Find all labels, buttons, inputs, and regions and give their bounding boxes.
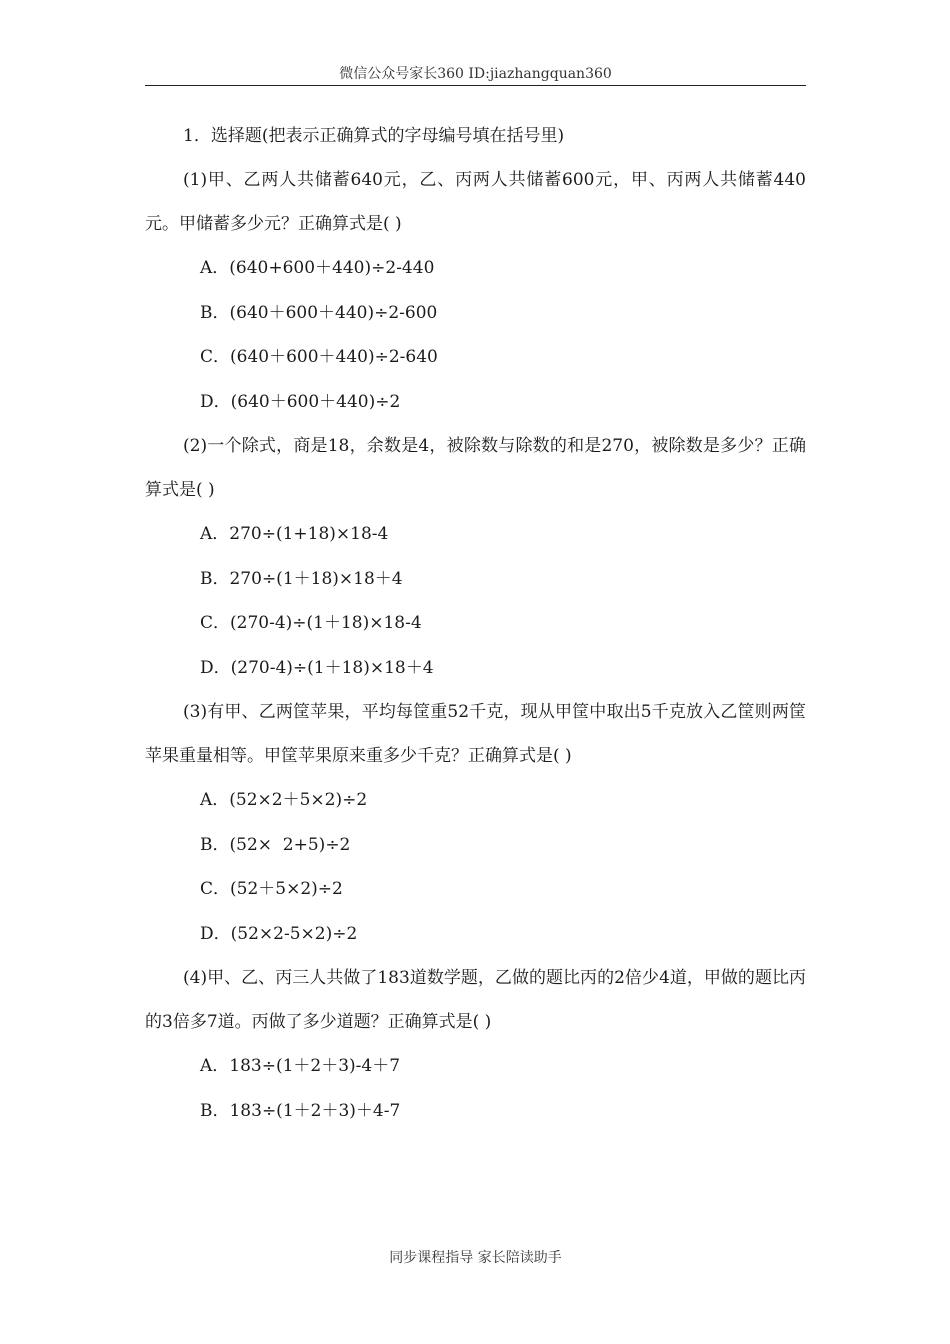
option-c: C．(270-4)÷(1＋18)×18-4 (200, 613, 422, 633)
question-2 (145, 424, 806, 690)
option-d: D．(270-4)÷(1＋18)×18＋4 (200, 657, 434, 678)
header-divider (145, 85, 806, 86)
question-3 (145, 690, 806, 956)
option-d: D．(52×2-5×2)÷2 (200, 923, 358, 944)
option-c: C．(52＋5×2)÷2 (200, 879, 343, 899)
question-stem: (1)甲、乙两人共储蓄640元，乙、丙两人共储蓄600元，甲、丙两人共储蓄440元。甲储蓄多少元？正确算式是( ) (145, 170, 806, 234)
question-1 (145, 158, 806, 424)
option-b: B．270÷(1＋18)×18＋4 (200, 568, 403, 589)
option-list (145, 778, 806, 956)
option-b: B．183÷(1＋2＋3)＋4-7 (200, 1100, 401, 1121)
option-a: A．(640+600＋440)÷2-440 (200, 258, 435, 278)
question-stem: (2)一个除式，商是18，余数是4，被除数与除数的和是270，被除数是多少？正确算式是( ) (145, 436, 806, 500)
document-body (145, 114, 806, 1133)
option-a: A．(52×2＋5×2)÷2 (200, 790, 368, 810)
question-4 (145, 956, 806, 1133)
option-list (145, 1044, 806, 1133)
option-list (145, 246, 806, 424)
question-stem: (4)甲、乙、丙三人共做了183道数学题，乙做的题比丙的2倍少4道，甲做的题比丙的3倍多7道。丙做了多少道题？正确算式是( ) (145, 968, 806, 1032)
page-header: 微信公众号家长360 ID:jiazhangquan360 (339, 66, 612, 82)
page-footer: 同步课程指导 家长陪读助手 (389, 1250, 562, 1266)
option-b: B．(52× 2+5)÷2 (200, 834, 351, 855)
option-b: B．(640＋600＋440)÷2-600 (200, 302, 438, 323)
section-title: 1．选择题(把表示正确算式的字母编号填在括号里) (183, 126, 565, 146)
question-stem: (3)有甲、乙两筐苹果，平均每筐重52千克，现从甲筐中取出5千克放入乙筐则两筐苹果重量相等。甲筐苹果原来重多少千克？正确算式是( ) (145, 702, 806, 766)
option-d: D．(640＋600＋440)÷2 (200, 391, 401, 412)
option-a: A．270÷(1+18)×18-4 (200, 524, 389, 544)
option-list (145, 512, 806, 690)
option-a: A．183÷(1＋2＋3)-4＋7 (200, 1056, 401, 1076)
option-c: C．(640＋600＋440)÷2-640 (200, 347, 438, 367)
